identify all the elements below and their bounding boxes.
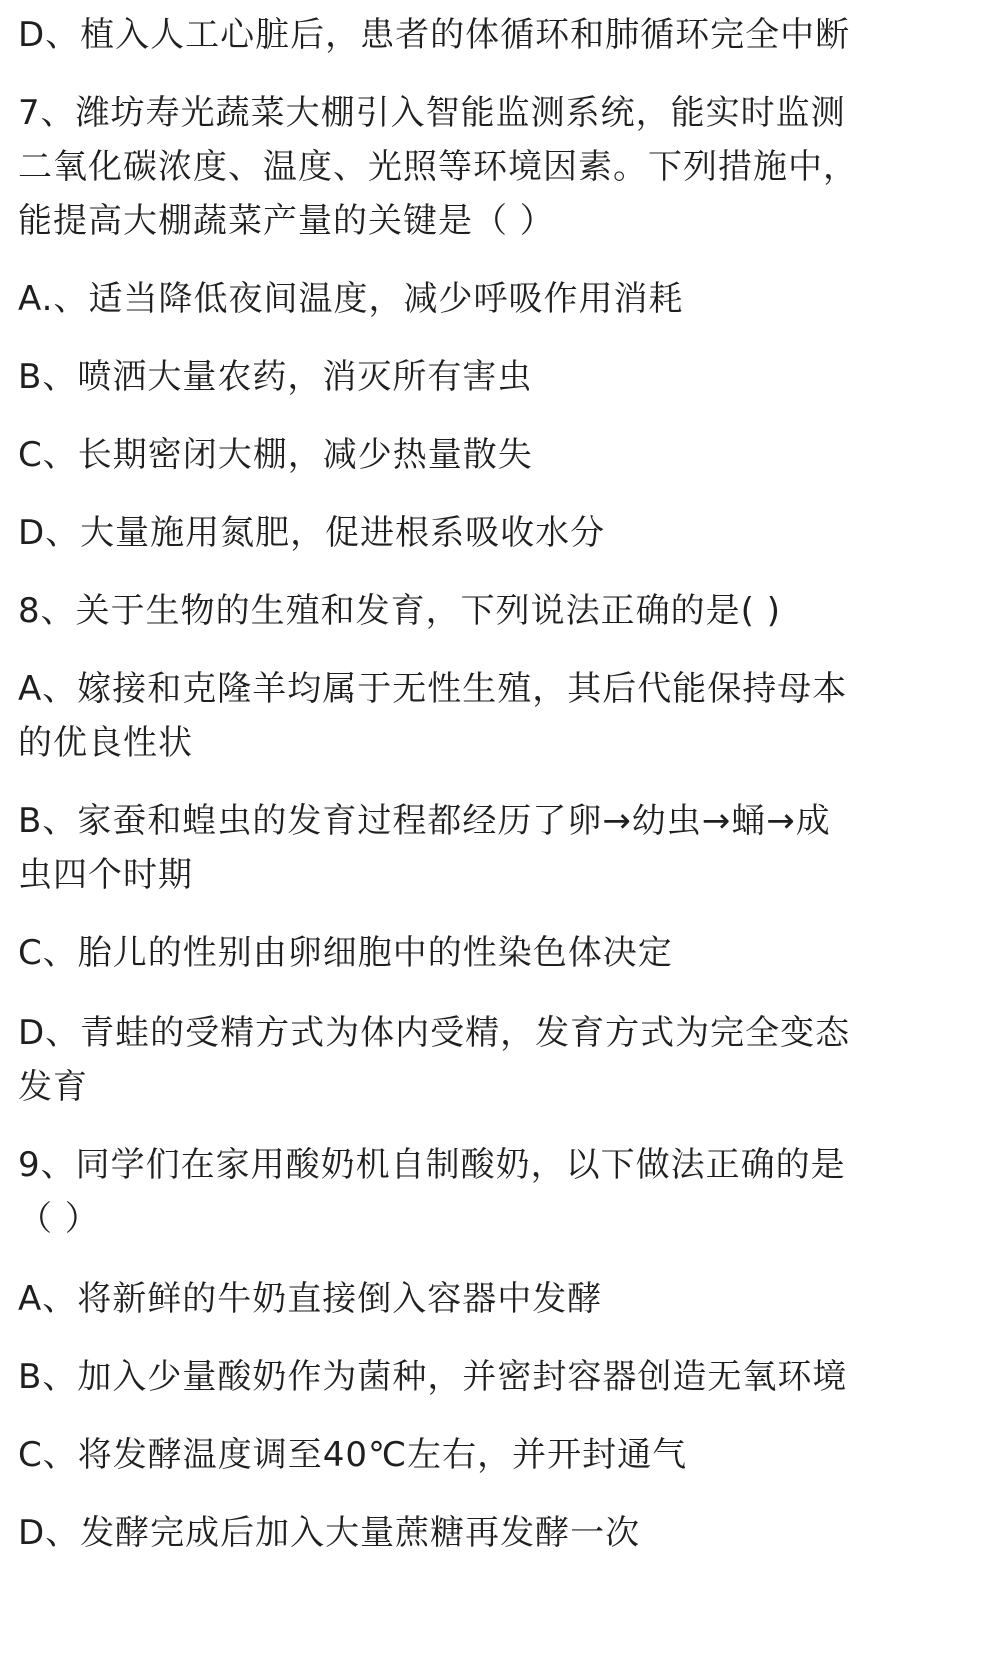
- q7-stem-line-3: 能提高大棚蔬菜产量的关键是（ ）: [18, 201, 555, 241]
- q7-option-d: D、大量施用氮肥，促进根系吸收水分: [18, 513, 606, 553]
- q7-option-b: B、喷洒大量农药，消灭所有害虫: [18, 357, 533, 397]
- q9-option-a: A、将新鲜的牛奶直接倒入容器中发酵: [18, 1279, 603, 1319]
- q8-option-a-line-2: 的优良性状: [18, 723, 193, 763]
- q8-option-b-line-1: B、家蚕和蝗虫的发育过程都经历了卵→幼虫→蛹→成: [18, 801, 831, 841]
- q8-option-a-line-1: A、嫁接和克隆羊均属于无性生殖，其后代能保持母本: [18, 669, 848, 709]
- q9-stem-line-2: （ ）: [18, 1199, 100, 1239]
- q8-option-b-line-2: 虫四个时期: [18, 855, 193, 895]
- q9-option-c: C、将发酵温度调至40℃左右，并开封通气: [18, 1435, 688, 1475]
- q7-option-a: A.、适当降低夜间温度，减少呼吸作用消耗: [18, 279, 684, 319]
- q8-stem-line-1: 8、关于生物的生殖和发育，下列说法正确的是( ): [18, 591, 781, 631]
- q9-option-d: D、发酵完成后加入大量蔗糖再发酵一次: [18, 1513, 641, 1553]
- q8-option-d-line-2: 发育: [18, 1067, 88, 1107]
- q7-stem-line-2: 二氧化碳浓度、温度、光照等环境因素。下列措施中，: [18, 147, 858, 187]
- q9-stem-line-1: 9、同学们在家用酸奶机自制酸奶，以下做法正确的是: [18, 1145, 846, 1185]
- q7-stem-line-1: 7、潍坊寿光蔬菜大棚引入智能监测系统，能实时监测: [18, 93, 846, 133]
- q9-option-b: B、加入少量酸奶作为菌种，并密封容器创造无氧环境: [18, 1357, 848, 1397]
- q7-option-c: C、长期密闭大棚，减少热量散失: [18, 435, 533, 475]
- q6-option-d: D、植入人工心脏后，患者的体循环和肺循环完全中断: [18, 15, 851, 55]
- q8-option-c: C、胎儿的性别由卵细胞中的性染色体决定: [18, 933, 673, 973]
- q8-option-d-line-1: D、青蛙的受精方式为体内受精，发育方式为完全变态: [18, 1013, 851, 1053]
